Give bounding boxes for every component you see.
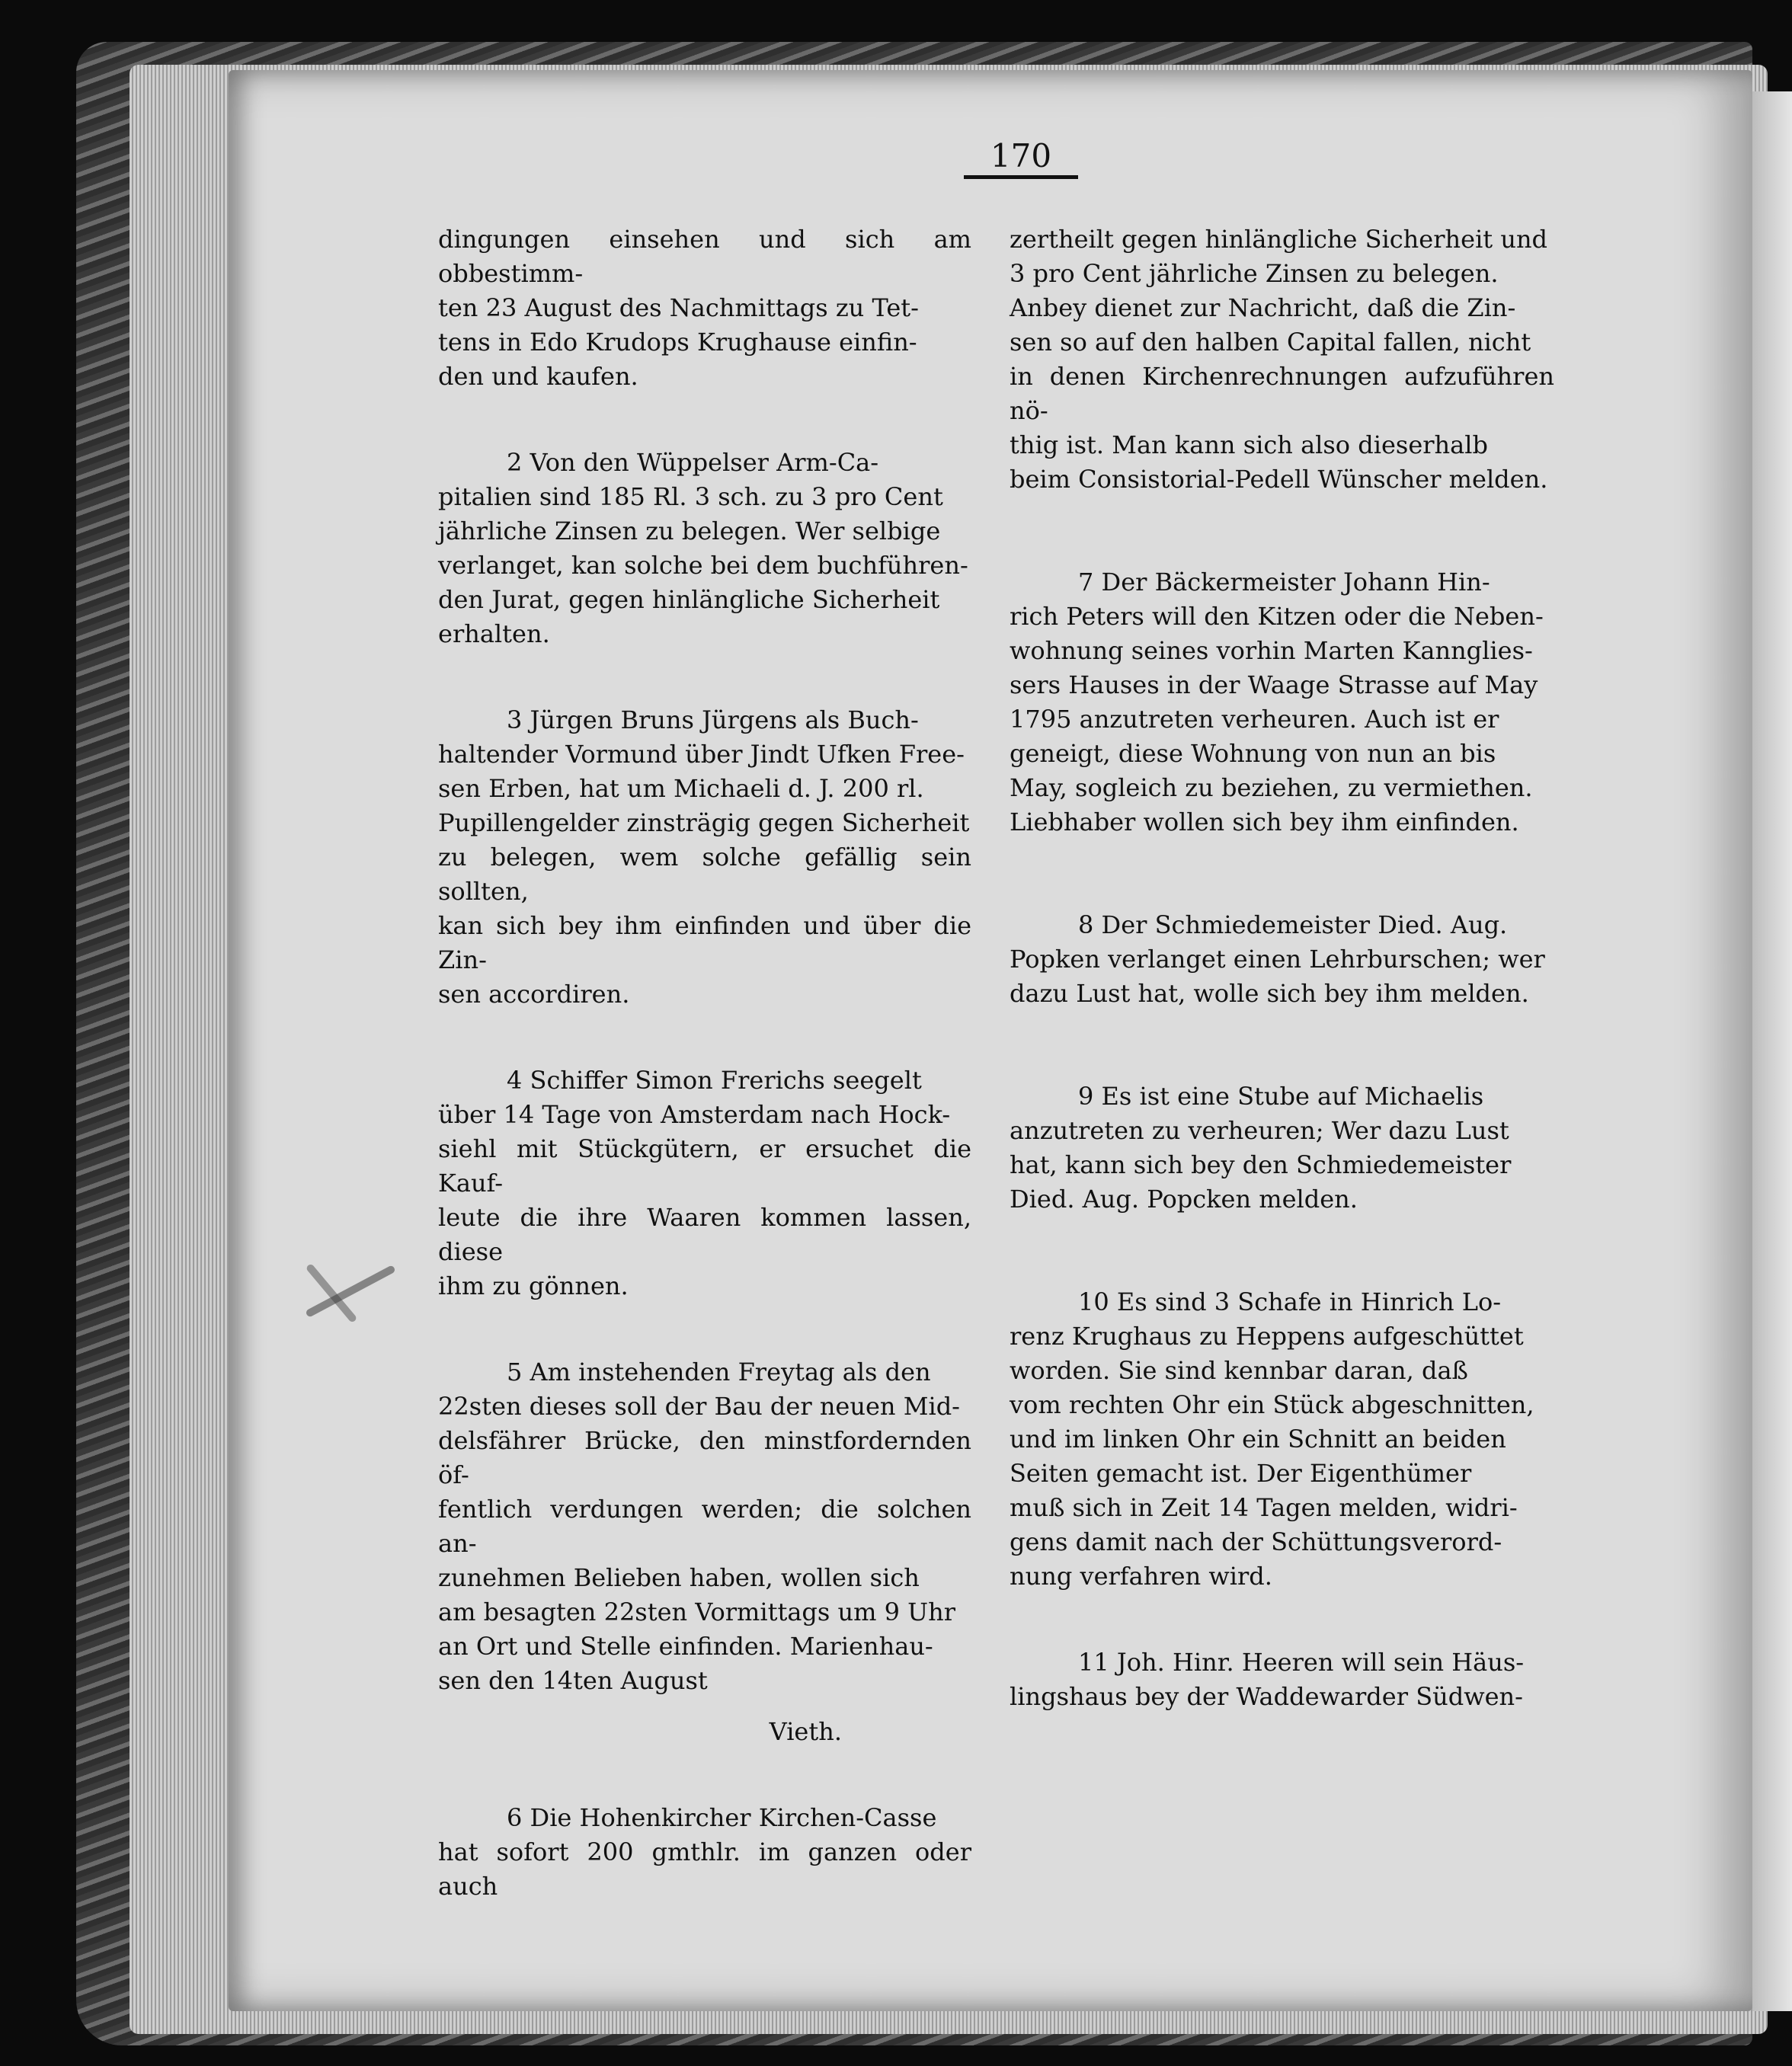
- text-line: gens damit nach der Schüttungsverord-: [1010, 1527, 1502, 1556]
- notice-6-cont: [1010, 222, 1554, 497]
- text-line: jährliche Zinsen zu belegen. Wer selbige: [438, 516, 941, 545]
- text-line: 11 Joh. Hinr. Heeren will sein Häus-: [1078, 1648, 1525, 1677]
- text-line: an Ort und Stelle einfinden. Marienhau-: [438, 1632, 933, 1661]
- text-line: 1795 anzutreten verheuren. Auch ist er: [1010, 705, 1499, 734]
- text-line: ten 23 August des Nachmittags zu Tet-: [438, 293, 919, 322]
- text-line: Seiten gemacht ist. Der Eigenthümer: [1010, 1459, 1472, 1488]
- text-line: über 14 Tage von Amsterdam nach Hock-: [438, 1100, 951, 1129]
- notice-10: [1010, 1285, 1554, 1594]
- text-line: 6 Die Hohenkircher Kirchen-Casse: [507, 1803, 937, 1832]
- text-line: Liebhaber wollen sich bey ihm einfinden.: [1010, 808, 1519, 836]
- text-line: und im linken Ohr ein Schnitt an beiden: [1010, 1425, 1506, 1454]
- text-line: hat sofort 200 gmthlr. im ganzen oder auch: [438, 1837, 971, 1901]
- text-line: sen accordiren.: [438, 980, 630, 1009]
- text-line: nung verfahren wird.: [1010, 1562, 1272, 1591]
- text-line: 22sten dieses soll der Bau der neuen Mid-: [438, 1392, 960, 1421]
- text-line: hat, kann sich bey den Schmiedemeister: [1010, 1150, 1512, 1179]
- text-line: leute die ihre Waaren kommen lassen, diese: [438, 1203, 971, 1266]
- text-line: rich Peters will den Kitzen oder die Neben-: [1010, 602, 1544, 631]
- notice-4: [438, 1063, 971, 1303]
- notice-5: [438, 1355, 971, 1698]
- text-line: wohnung seines vorhin Marten Kannglies-: [1010, 636, 1533, 665]
- text-line: verlanget, kan solche bei dem buchführen-: [438, 551, 968, 580]
- text-line: vom rechten Ohr ein Stück abgeschnitten,: [1010, 1390, 1534, 1419]
- right-column: [1010, 222, 1554, 1714]
- text-line: erhalten.: [438, 619, 550, 648]
- text-line: Anbey dienet zur Nachricht, daß die Zin-: [1010, 293, 1516, 322]
- text-line: fentlich verdungen werden; die solchen an-: [438, 1495, 971, 1558]
- text-line: den Jurat, gegen hinlängliche Sicherheit: [438, 585, 940, 614]
- notice-3: [438, 703, 971, 1012]
- notice-9: [1010, 1079, 1554, 1217]
- notice-2: [438, 446, 971, 651]
- text-line: 9 Es ist eine Stube auf Michaelis: [1078, 1082, 1484, 1111]
- text-line: 3 pro Cent jährliche Zinsen zu belegen.: [1010, 259, 1499, 288]
- text-line: renz Krughaus zu Heppens aufgeschüttet: [1010, 1322, 1524, 1351]
- text-line: anzutreten zu verheuren; Wer dazu Lust: [1010, 1116, 1509, 1145]
- text-line: sen den 14ten August: [438, 1666, 708, 1695]
- text-line: worden. Sie sind kennbar daran, daß: [1010, 1356, 1468, 1385]
- text-line: sen Erben, hat um Michaeli d. J. 200 rl.: [438, 774, 924, 803]
- text-line: haltender Vormund über Jindt Ufken Free-: [438, 740, 965, 769]
- text-line: 5 Am instehenden Freytag als den: [507, 1358, 931, 1386]
- text-line: 2 Von den Wüppelser Arm-Ca-: [507, 448, 879, 477]
- page-number-rule: [964, 175, 1078, 179]
- text-line: den und kaufen.: [438, 362, 638, 391]
- text-line: zunehmen Belieben haben, wollen sich: [438, 1563, 920, 1592]
- text-line: 4 Schiffer Simon Frerichs seegelt: [507, 1066, 922, 1095]
- text-line: am besagten 22sten Vormittags um 9 Uhr: [438, 1597, 956, 1626]
- text-line: 10 Es sind 3 Schafe in Hinrich Lo-: [1078, 1287, 1502, 1316]
- facing-page-edge: [1752, 91, 1792, 2011]
- notice-8: [1010, 908, 1554, 1011]
- text-line: lingshaus bey der Waddewarder Südwen-: [1010, 1682, 1523, 1711]
- left-column: [438, 222, 971, 1904]
- text-line: delsfährer Brücke, den minstfordernden öf-: [438, 1426, 971, 1489]
- text-line: kan sich bey ihm einfinden und über die Zin-: [438, 911, 971, 974]
- text-line: beim Consistorial-Pedell Wünscher melden.: [1010, 465, 1548, 494]
- text-line: Popken verlanget einen Lehrburschen; wer: [1010, 945, 1545, 974]
- text-line: siehl mit Stückgütern, er ersuchet die Kauf-: [438, 1134, 971, 1198]
- text-line: pitalien sind 185 Rl. 3 sch. zu 3 pro Cent: [438, 482, 943, 511]
- text-line: thig ist. Man kann sich also dieserhalb: [1010, 430, 1488, 459]
- notice-7: [1010, 565, 1554, 840]
- text-line: in denen Kirchenrechnungen aufzuführen nö-: [1010, 362, 1554, 425]
- text-line: dazu Lust hat, wolle sich bey ihm melden.: [1010, 979, 1529, 1008]
- text-line: geneigt, diese Wohnung von nun an bis: [1010, 739, 1496, 768]
- text-line: 8 Der Schmiedemeister Died. Aug.: [1078, 910, 1508, 939]
- signature: Vieth.: [769, 1717, 842, 1746]
- text-line: zertheilt gegen hinlängliche Sicherheit und: [1010, 225, 1548, 254]
- text-line: Pupillengelder zinsträgig gegen Sicherheit: [438, 808, 970, 837]
- notice-11: [1010, 1645, 1554, 1714]
- text-line: sen so auf den halben Capital fallen, nicht: [1010, 328, 1531, 357]
- page-number: 170: [990, 137, 1052, 174]
- paragraph-1-cont: [438, 222, 971, 394]
- text-line: May, sogleich zu beziehen, zu vermiethen.: [1010, 773, 1533, 802]
- text-line: dingungen einsehen und sich am obbestimm-: [438, 225, 971, 288]
- text-line: muß sich in Zeit 14 Tagen melden, widri-: [1010, 1493, 1518, 1522]
- text-line: Died. Aug. Popcken melden.: [1010, 1185, 1358, 1214]
- text-line: 7 Der Bäckermeister Johann Hin-: [1078, 568, 1490, 596]
- notice-6: [438, 1801, 971, 1904]
- text-line: sers Hauses in der Waage Strasse auf May: [1010, 670, 1538, 699]
- text-line: tens in Edo Krudops Krughause einfin-: [438, 328, 917, 357]
- text-line: zu belegen, wem solche gefällig sein sollten,: [438, 843, 971, 906]
- text-line: ihm zu gönnen.: [438, 1271, 629, 1300]
- text-line: 3 Jürgen Bruns Jürgens als Buch-: [507, 705, 919, 734]
